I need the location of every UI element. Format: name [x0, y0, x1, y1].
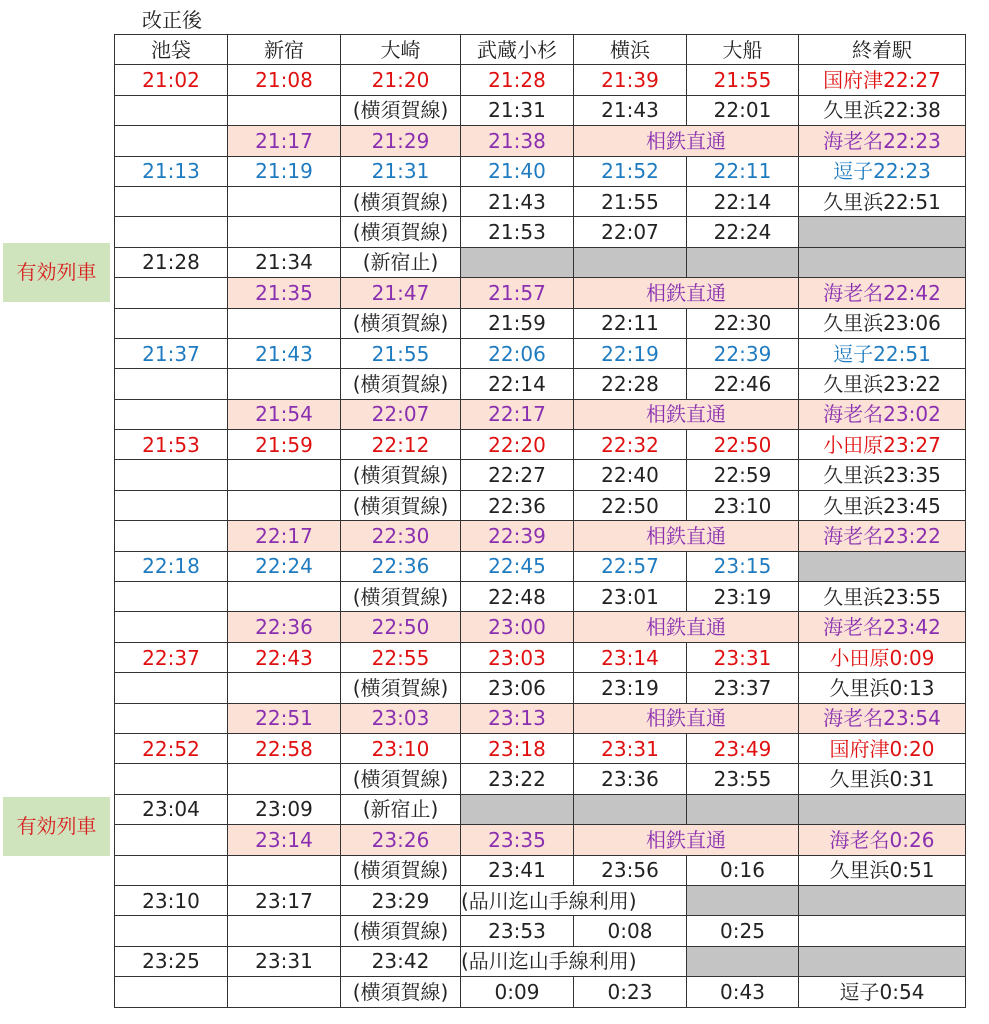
table-cell: 22:24 — [228, 551, 341, 581]
table-cell: (横須賀線) — [341, 673, 461, 703]
table-cell: 23:00 — [461, 612, 574, 642]
table-cell: 海老名22:42 — [799, 278, 966, 308]
table-cell: 23:49 — [687, 733, 799, 763]
table-cell: 21:47 — [341, 278, 461, 308]
timetable-body — [115, 65, 966, 1007]
table-cell: 久里浜0:13 — [799, 673, 966, 703]
table-cell — [115, 612, 228, 642]
table-cell: 海老名0:26 — [799, 825, 966, 855]
table-cell: 21:43 — [574, 95, 687, 125]
table-cell — [115, 217, 228, 247]
table-cell: 久里浜23:55 — [799, 582, 966, 612]
page-caption: 改正後 — [142, 8, 202, 32]
table-cell: 22:52 — [115, 733, 228, 763]
table-cell: 23:29 — [341, 885, 461, 915]
table-cell: 相鉄直通 — [574, 703, 799, 733]
table-cell — [228, 916, 341, 946]
table-row — [115, 308, 966, 338]
table-cell: (横須賀線) — [341, 916, 461, 946]
table-cell: 21:35 — [228, 278, 341, 308]
table-cell: 23:19 — [687, 582, 799, 612]
table-cell — [115, 521, 228, 551]
table-cell: 22:32 — [574, 430, 687, 460]
table-cell: 0:16 — [687, 855, 799, 885]
table-cell: 0:25 — [687, 916, 799, 946]
table-cell: 22:07 — [341, 399, 461, 429]
table-cell — [115, 308, 228, 338]
table-row — [115, 673, 966, 703]
table-cell: 21:34 — [228, 247, 341, 277]
table-cell — [115, 126, 228, 156]
table-cell: 小田原23:27 — [799, 430, 966, 460]
table-cell: 23:01 — [574, 582, 687, 612]
table-cell: 逗子22:23 — [799, 156, 966, 186]
table-row — [115, 217, 966, 247]
table-cell: 23:31 — [687, 642, 799, 672]
table-cell: 22:12 — [341, 430, 461, 460]
table-cell: 21:43 — [461, 186, 574, 216]
table-cell: 相鉄直通 — [574, 825, 799, 855]
table-cell: 国府津22:27 — [799, 65, 966, 95]
table-cell: 21:40 — [461, 156, 574, 186]
table-cell: 小田原0:09 — [799, 642, 966, 672]
table-cell: 23:10 — [341, 733, 461, 763]
table-cell: 海老名23:42 — [799, 612, 966, 642]
table-row — [115, 582, 966, 612]
table-cell — [574, 247, 687, 277]
table-cell: (横須賀線) — [341, 855, 461, 885]
table-cell: 21:55 — [574, 186, 687, 216]
table-cell: 23:03 — [341, 703, 461, 733]
table-cell — [228, 460, 341, 490]
table-cell — [228, 217, 341, 247]
table-cell — [799, 217, 966, 247]
table-cell: 22:36 — [228, 612, 341, 642]
table-cell: 22:14 — [461, 369, 574, 399]
table-row — [115, 551, 966, 581]
table-cell — [228, 490, 341, 520]
table-cell: 22:40 — [574, 460, 687, 490]
table-cell: 22:55 — [341, 642, 461, 672]
table-cell: 22:36 — [341, 551, 461, 581]
table-cell: 22:19 — [574, 338, 687, 368]
table-cell — [115, 490, 228, 520]
table-cell: 21:43 — [228, 338, 341, 368]
table-cell — [228, 95, 341, 125]
table-cell — [228, 582, 341, 612]
table-cell: 22:50 — [687, 430, 799, 460]
timetable — [114, 34, 966, 1008]
table-cell: (横須賀線) — [341, 186, 461, 216]
table-row — [115, 642, 966, 672]
table-cell: 21:53 — [115, 430, 228, 460]
table-cell: 22:43 — [228, 642, 341, 672]
table-row — [115, 399, 966, 429]
table-cell: 23:03 — [461, 642, 574, 672]
table-row — [115, 946, 966, 976]
table-cell: 22:28 — [574, 369, 687, 399]
table-cell: 23:10 — [687, 490, 799, 520]
table-cell: 23:31 — [574, 733, 687, 763]
table-cell: 23:35 — [461, 825, 574, 855]
table-cell: 21:31 — [341, 156, 461, 186]
table-cell — [115, 369, 228, 399]
table-cell — [799, 916, 966, 946]
table-cell: 21:52 — [574, 156, 687, 186]
table-cell: 23:26 — [341, 825, 461, 855]
table-cell: (横須賀線) — [341, 308, 461, 338]
table-cell — [115, 673, 228, 703]
header-ofuna: 大船 — [687, 35, 799, 65]
table-cell — [115, 855, 228, 885]
table-cell: 海老名23:54 — [799, 703, 966, 733]
table-cell — [574, 794, 687, 824]
table-cell — [115, 825, 228, 855]
table-cell: 23:06 — [461, 673, 574, 703]
header-row — [115, 35, 966, 65]
table-cell: 22:57 — [574, 551, 687, 581]
table-row — [115, 460, 966, 490]
table-cell: (横須賀線) — [341, 764, 461, 794]
table-cell: 21:08 — [228, 65, 341, 95]
table-cell: 22:17 — [461, 399, 574, 429]
table-cell: 逗子0:54 — [799, 977, 966, 1007]
table-cell: 22:50 — [341, 612, 461, 642]
table-cell — [687, 946, 799, 976]
table-cell: 0:08 — [574, 916, 687, 946]
table-cell: 0:09 — [461, 977, 574, 1007]
table-row — [115, 65, 966, 95]
table-cell: 23:04 — [115, 794, 228, 824]
table-cell: 23:55 — [687, 764, 799, 794]
table-cell: (品川迄山手線利用) — [461, 885, 687, 915]
header-shinjuku: 新宿 — [228, 35, 341, 65]
table-row — [115, 916, 966, 946]
table-cell: 21:37 — [115, 338, 228, 368]
table-cell: 22:30 — [341, 521, 461, 551]
table-cell: 相鉄直通 — [574, 126, 799, 156]
table-cell: 23:14 — [574, 642, 687, 672]
table-row — [115, 126, 966, 156]
table-cell — [228, 764, 341, 794]
table-cell: 国府津0:20 — [799, 733, 966, 763]
table-row — [115, 703, 966, 733]
table-cell: (横須賀線) — [341, 490, 461, 520]
table-row — [115, 855, 966, 885]
table-cell: 23:15 — [687, 551, 799, 581]
table-cell: 21:17 — [228, 126, 341, 156]
table-cell: 21:53 — [461, 217, 574, 247]
table-cell: 21:29 — [341, 126, 461, 156]
table-cell: 22:14 — [687, 186, 799, 216]
table-cell: 22:11 — [687, 156, 799, 186]
table-cell: 21:28 — [115, 247, 228, 277]
table-cell: 22:37 — [115, 642, 228, 672]
table-cell: 海老名22:23 — [799, 126, 966, 156]
header-ikebukuro: 池袋 — [115, 35, 228, 65]
table-cell: (横須賀線) — [341, 977, 461, 1007]
table-cell: (横須賀線) — [341, 460, 461, 490]
table-cell: 久里浜0:31 — [799, 764, 966, 794]
table-cell: 0:43 — [687, 977, 799, 1007]
table-cell: 21:39 — [574, 65, 687, 95]
table-cell: 久里浜23:35 — [799, 460, 966, 490]
table-row — [115, 885, 966, 915]
table-cell: 海老名23:02 — [799, 399, 966, 429]
table-cell: 久里浜23:45 — [799, 490, 966, 520]
table-cell: 23:36 — [574, 764, 687, 794]
table-cell — [687, 247, 799, 277]
table-cell: 21:31 — [461, 95, 574, 125]
table-row — [115, 186, 966, 216]
table-cell: 21:55 — [341, 338, 461, 368]
table-cell: 23:31 — [228, 946, 341, 976]
table-cell: 21:28 — [461, 65, 574, 95]
table-cell — [115, 916, 228, 946]
table-row — [115, 825, 966, 855]
table-cell: 22:18 — [115, 551, 228, 581]
table-row — [115, 247, 966, 277]
table-cell: 21:59 — [461, 308, 574, 338]
table-cell: 23:10 — [115, 885, 228, 915]
header-musashikosugi: 武蔵小杉 — [461, 35, 574, 65]
table-cell: 海老名23:22 — [799, 521, 966, 551]
table-cell — [461, 247, 574, 277]
table-row — [115, 490, 966, 520]
table-cell: 久里浜22:51 — [799, 186, 966, 216]
table-cell: 23:25 — [115, 946, 228, 976]
table-cell: (横須賀線) — [341, 217, 461, 247]
table-row — [115, 764, 966, 794]
table-cell: 22:11 — [574, 308, 687, 338]
table-cell: 22:58 — [228, 733, 341, 763]
table-cell: 23:56 — [574, 855, 687, 885]
table-cell: 21:38 — [461, 126, 574, 156]
table-cell — [228, 673, 341, 703]
table-cell: 22:46 — [687, 369, 799, 399]
table-cell: 逗子22:51 — [799, 338, 966, 368]
table-cell: 22:39 — [687, 338, 799, 368]
table-cell: 22:36 — [461, 490, 574, 520]
table-cell: 21:19 — [228, 156, 341, 186]
table-cell: (横須賀線) — [341, 95, 461, 125]
table-cell: (品川迄山手線利用) — [461, 946, 687, 976]
table-cell: (新宿止) — [341, 794, 461, 824]
table-cell — [115, 764, 228, 794]
table-cell: 22:39 — [461, 521, 574, 551]
table-cell — [687, 885, 799, 915]
table-cell: 22:01 — [687, 95, 799, 125]
table-cell: 0:23 — [574, 977, 687, 1007]
table-cell — [799, 247, 966, 277]
table-row — [115, 521, 966, 551]
table-row — [115, 794, 966, 824]
table-cell: 相鉄直通 — [574, 399, 799, 429]
table-cell: (横須賀線) — [341, 582, 461, 612]
table-cell — [799, 946, 966, 976]
table-row — [115, 95, 966, 125]
table-cell — [799, 885, 966, 915]
table-cell: 22:30 — [687, 308, 799, 338]
badge-valid-train-1: 有効列車 — [3, 243, 110, 302]
table-cell — [228, 369, 341, 399]
table-cell — [228, 855, 341, 885]
table-cell — [228, 308, 341, 338]
table-cell: 23:22 — [461, 764, 574, 794]
table-cell: 22:51 — [228, 703, 341, 733]
table-row — [115, 278, 966, 308]
table-cell: 22:59 — [687, 460, 799, 490]
table-cell: 久里浜23:22 — [799, 369, 966, 399]
table-row — [115, 156, 966, 186]
table-cell — [115, 460, 228, 490]
table-cell — [461, 794, 574, 824]
table-cell: 久里浜23:06 — [799, 308, 966, 338]
table-cell: (横須賀線) — [341, 369, 461, 399]
table-cell: 23:53 — [461, 916, 574, 946]
table-cell: 21:02 — [115, 65, 228, 95]
header-osaki: 大崎 — [341, 35, 461, 65]
table-row — [115, 977, 966, 1007]
table-cell — [228, 186, 341, 216]
table-cell: 久里浜0:51 — [799, 855, 966, 885]
table-cell: 23:17 — [228, 885, 341, 915]
table-cell: 22:48 — [461, 582, 574, 612]
badge-valid-train-2: 有効列車 — [3, 797, 110, 856]
table-row — [115, 612, 966, 642]
table-cell: 22:07 — [574, 217, 687, 247]
table-cell — [687, 794, 799, 824]
table-cell: 22:50 — [574, 490, 687, 520]
table-cell: 23:13 — [461, 703, 574, 733]
table-cell — [115, 95, 228, 125]
header-yokohama: 横浜 — [574, 35, 687, 65]
table-cell: 22:24 — [687, 217, 799, 247]
table-cell: (新宿止) — [341, 247, 461, 277]
table-cell: 22:27 — [461, 460, 574, 490]
table-cell: 23:37 — [687, 673, 799, 703]
table-cell: 23:14 — [228, 825, 341, 855]
table-cell: 21:13 — [115, 156, 228, 186]
table-cell: 21:59 — [228, 430, 341, 460]
table-cell: 22:17 — [228, 521, 341, 551]
table-cell — [115, 399, 228, 429]
table-cell — [228, 977, 341, 1007]
table-cell — [115, 278, 228, 308]
table-row — [115, 733, 966, 763]
table-row — [115, 430, 966, 460]
table-cell — [799, 794, 966, 824]
table-cell: 21:20 — [341, 65, 461, 95]
table-cell — [115, 186, 228, 216]
table-row — [115, 369, 966, 399]
header-terminal: 終着駅 — [799, 35, 966, 65]
table-cell: 22:06 — [461, 338, 574, 368]
table-row — [115, 338, 966, 368]
table-cell: 21:54 — [228, 399, 341, 429]
table-cell — [115, 582, 228, 612]
table-cell — [115, 977, 228, 1007]
table-cell: 23:41 — [461, 855, 574, 885]
table-cell: 相鉄直通 — [574, 278, 799, 308]
table-cell: 23:18 — [461, 733, 574, 763]
table-cell: 23:42 — [341, 946, 461, 976]
table-cell: 21:57 — [461, 278, 574, 308]
table-cell: 22:20 — [461, 430, 574, 460]
table-cell: 21:55 — [687, 65, 799, 95]
table-cell: 相鉄直通 — [574, 521, 799, 551]
table-cell — [115, 703, 228, 733]
table-cell: 22:45 — [461, 551, 574, 581]
table-cell: 相鉄直通 — [574, 612, 799, 642]
table-cell: 23:09 — [228, 794, 341, 824]
table-cell: 23:19 — [574, 673, 687, 703]
table-cell: 久里浜22:38 — [799, 95, 966, 125]
table-cell — [799, 551, 966, 581]
